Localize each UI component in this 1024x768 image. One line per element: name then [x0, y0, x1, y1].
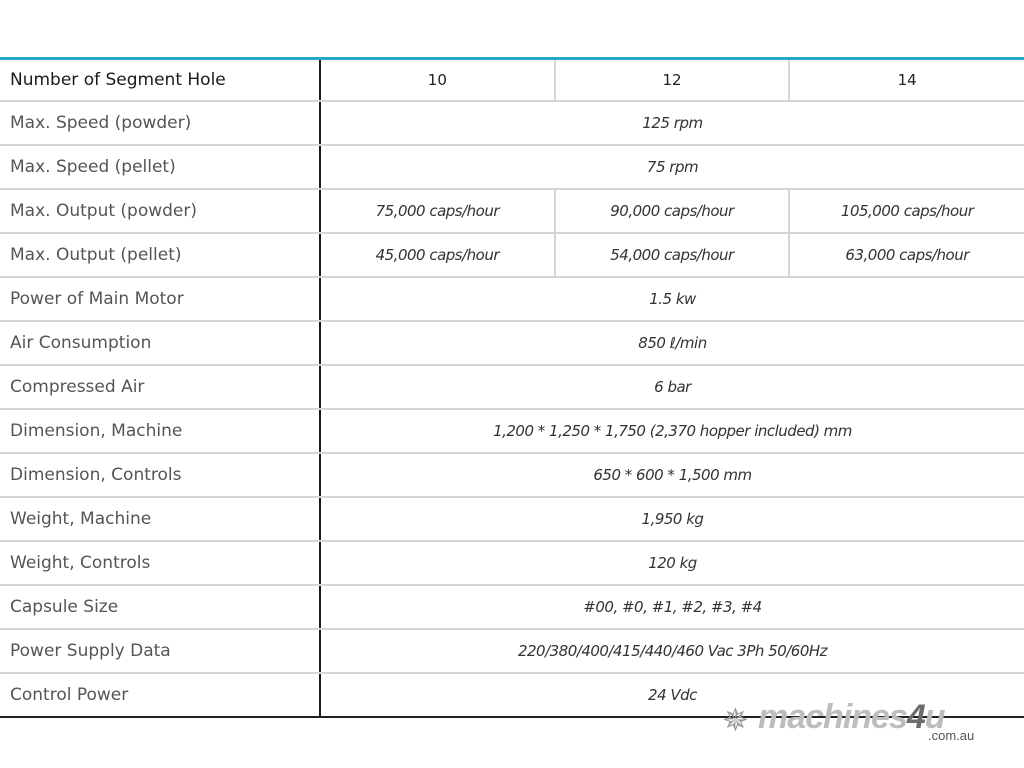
table-row — [0, 321, 1024, 365]
row-value-10: 45,000 caps/hour — [320, 233, 555, 277]
row-label: Weight, Machine — [0, 497, 320, 541]
row-value: 6 bar — [320, 365, 1024, 409]
table-row — [0, 365, 1024, 409]
row-label: Max. Speed (pellet) — [0, 145, 320, 189]
table-row — [0, 629, 1024, 673]
row-value: 650 * 600 * 1,500 mm — [320, 453, 1024, 497]
spec-table — [0, 60, 1024, 718]
header-col-12: 12 — [555, 60, 790, 101]
table-row — [0, 453, 1024, 497]
row-value: 120 kg — [320, 541, 1024, 585]
row-label: Dimension, Controls — [0, 453, 320, 497]
table-row — [0, 189, 1024, 233]
row-value: 850 ℓ/min — [320, 321, 1024, 365]
table-row — [0, 101, 1024, 145]
row-label: Max. Output (powder) — [0, 189, 320, 233]
row-label: Compressed Air — [0, 365, 320, 409]
row-label: Weight, Controls — [0, 541, 320, 585]
table-row — [0, 145, 1024, 189]
table-row — [0, 585, 1024, 629]
header-col-14: 14 — [789, 60, 1024, 101]
row-value-12: 90,000 caps/hour — [555, 189, 790, 233]
row-label: Air Consumption — [0, 321, 320, 365]
row-label: Control Power — [0, 673, 320, 717]
table-row — [0, 233, 1024, 277]
row-label: Capsule Size — [0, 585, 320, 629]
row-value-14: 63,000 caps/hour — [789, 233, 1024, 277]
row-label: Max. Speed (powder) — [0, 101, 320, 145]
table-row — [0, 277, 1024, 321]
table-row — [0, 541, 1024, 585]
table-header-row — [0, 60, 1024, 101]
row-value: 1,200 * 1,250 * 1,750 (2,370 hopper included) mm — [320, 409, 1024, 453]
row-value-12: 54,000 caps/hour — [555, 233, 790, 277]
row-value: 24 Vdc — [320, 673, 1024, 717]
table-row — [0, 497, 1024, 541]
row-value: 1,950 kg — [320, 497, 1024, 541]
row-label: Power of Main Motor — [0, 277, 320, 321]
row-value: 220/380/400/415/440/460 Vac 3Ph 50/60Hz — [320, 629, 1024, 673]
row-label: Dimension, Machine — [0, 409, 320, 453]
watermark-brand: machines4u — [758, 698, 945, 736]
row-value: 125 rpm — [320, 101, 1024, 145]
row-label: Power Supply Data — [0, 629, 320, 673]
row-value: 75 rpm — [320, 145, 1024, 189]
machines4u-watermark — [722, 700, 992, 744]
row-label: Max. Output (pellet) — [0, 233, 320, 277]
row-value: 1.5 kw — [320, 277, 1024, 321]
row-value: #00, #0, #1, #2, #3, #4 — [320, 585, 1024, 629]
header-label: Number of Segment Hole — [0, 60, 320, 101]
snowflake-arrows-icon: ✵ — [722, 701, 749, 739]
row-value-14: 105,000 caps/hour — [789, 189, 1024, 233]
watermark-domain: .com.au — [928, 728, 975, 743]
row-value-10: 75,000 caps/hour — [320, 189, 555, 233]
header-col-10: 10 — [320, 60, 555, 101]
table-row — [0, 409, 1024, 453]
